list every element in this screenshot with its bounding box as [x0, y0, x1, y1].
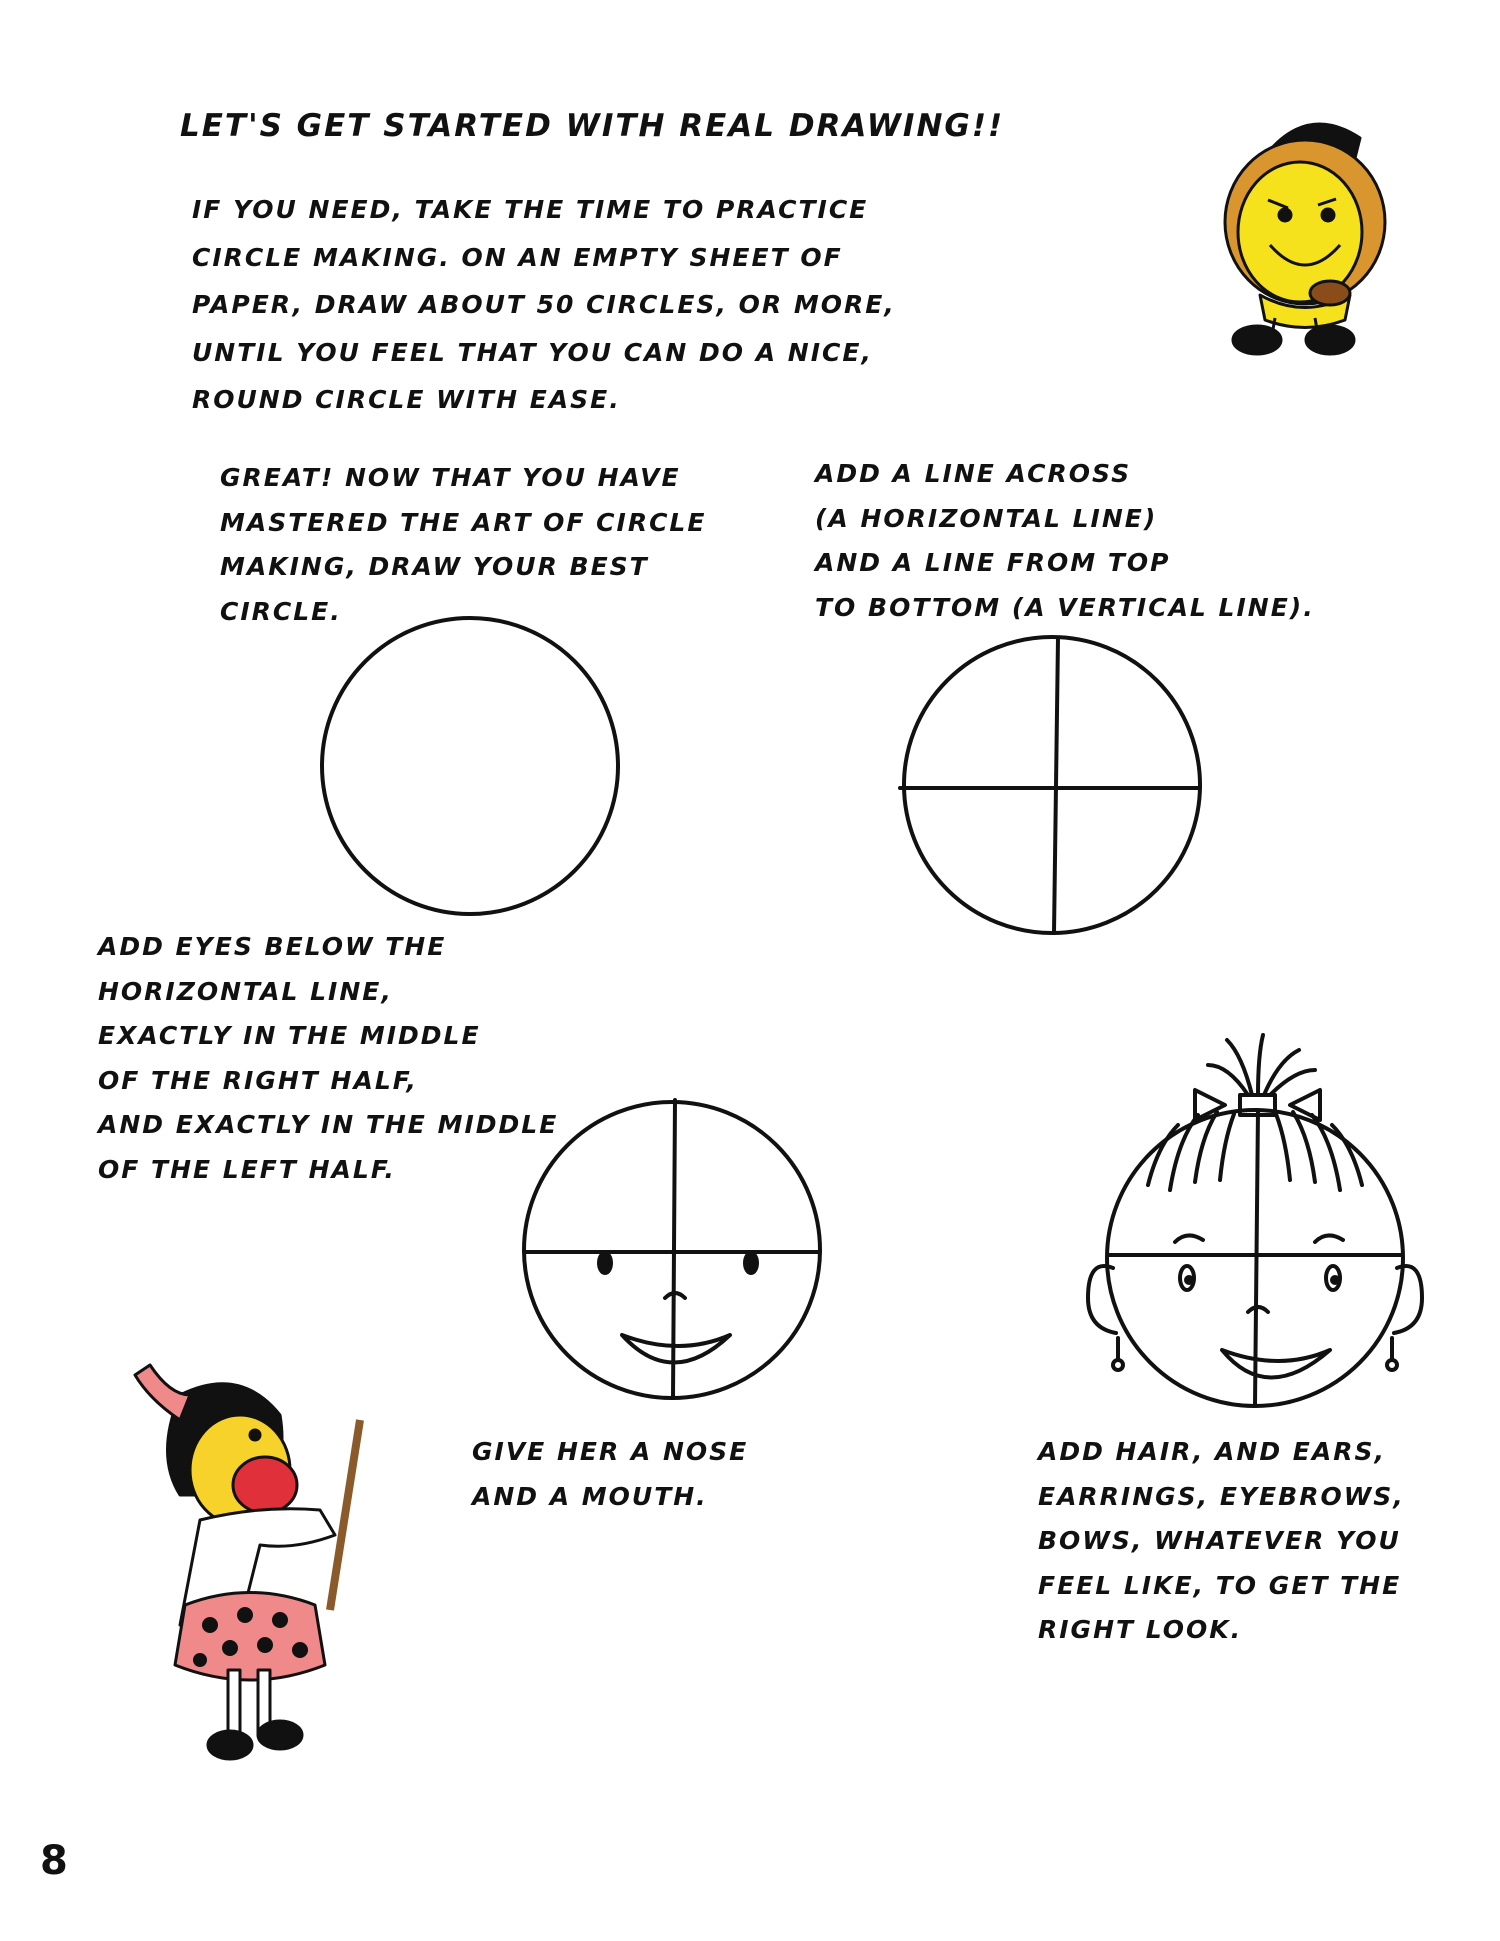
- intro-line: PAPER, DRAW ABOUT 50 CIRCLES, OR MORE,: [192, 290, 896, 319]
- step4-face-drawing: [524, 1100, 820, 1398]
- right-earring-bead: [1387, 1360, 1397, 1370]
- mouth: [622, 1335, 730, 1363]
- face-vertical-line: [673, 1100, 675, 1398]
- step5-line: FEEL LIKE, TO GET THE: [1038, 1570, 1402, 1600]
- girl-open-mouth: [233, 1457, 297, 1513]
- girl-bow: [135, 1365, 190, 1420]
- girl-right-shoe: [258, 1721, 302, 1749]
- girl-left-shoe: [208, 1731, 252, 1759]
- character-left-shoe: [1233, 326, 1281, 354]
- step3-line: ADD EYES BELOW THE: [98, 932, 447, 961]
- girl-left-leg: [228, 1670, 240, 1735]
- top-hair: [1227, 1040, 1252, 1095]
- character-left-eye: [1279, 209, 1291, 221]
- step1-line: MAKING, DRAW YOUR BEST: [220, 552, 649, 581]
- character-right-shoe: [1306, 326, 1354, 354]
- intro-line: CIRCLE MAKING. ON AN EMPTY SHEET OF: [192, 242, 843, 272]
- step3-line: OF THE LEFT HALF.: [98, 1154, 396, 1184]
- intro-line: IF YOU NEED, TAKE THE TIME TO PRACTICE: [192, 195, 869, 224]
- intro-line: ROUND CIRCLE WITH EASE.: [192, 385, 621, 414]
- left-earring-bead: [1113, 1360, 1123, 1370]
- left-eye: [599, 1253, 611, 1273]
- hair-strand: [1220, 1114, 1234, 1180]
- page-number: 8: [40, 1838, 68, 1884]
- girl-mouth: [1222, 1350, 1330, 1378]
- intro-line: UNTIL YOU FEEL THAT YOU CAN DO A NICE,: [192, 337, 873, 367]
- step1-circle-drawing: [322, 618, 618, 914]
- step5-line: BOWS, WHATEVER YOU: [1038, 1526, 1401, 1555]
- cross-circle: [904, 637, 1200, 933]
- right-eyebrow: [1315, 1235, 1343, 1242]
- top-hair: [1264, 1050, 1299, 1095]
- step1-line: GREAT! NOW THAT YOU HAVE: [220, 463, 681, 492]
- step5-line: EARRINGS, EYEBROWS,: [1038, 1481, 1405, 1511]
- top-hair: [1258, 1035, 1263, 1095]
- top-hair: [1208, 1065, 1248, 1095]
- character-face: [1238, 162, 1362, 302]
- step4-line: GIVE HER A NOSE: [472, 1437, 749, 1466]
- step5-girl-face-drawing: [1088, 1035, 1422, 1406]
- left-eyebrow: [1175, 1235, 1203, 1242]
- right-eye: [745, 1253, 757, 1273]
- page-title: LET'S GET STARTED WITH REAL DRAWING!!: [180, 108, 1005, 144]
- step2-line: AND A LINE FROM TOP: [815, 548, 1171, 577]
- girl-with-pointer-illustration: [135, 1365, 360, 1759]
- hair-strand: [1276, 1114, 1290, 1180]
- character-right-eye: [1322, 209, 1334, 221]
- step2-line: (A HORIZONTAL LINE): [815, 503, 1158, 533]
- wig-character-illustration: [1225, 124, 1385, 354]
- vertical-line: [1054, 638, 1058, 933]
- step2-line: ADD A LINE ACROSS: [815, 459, 1132, 488]
- best-circle: [322, 618, 618, 914]
- girl-left-pupil: [1186, 1277, 1192, 1283]
- step3-line: AND EXACTLY IN THE MIDDLE: [98, 1110, 559, 1139]
- step2-line: TO BOTTOM (A VERTICAL LINE).: [815, 592, 1315, 622]
- step4-line: AND A MOUTH.: [472, 1481, 708, 1511]
- pointer-stick: [330, 1420, 360, 1610]
- girl-nose: [1248, 1307, 1268, 1312]
- step1-line: CIRCLE.: [220, 596, 342, 626]
- girl-skirt: [175, 1593, 325, 1681]
- girl-eye: [250, 1430, 260, 1440]
- step1-line: MASTERED THE ART OF CIRCLE: [220, 507, 707, 537]
- step5-line: ADD HAIR, AND EARS,: [1038, 1437, 1386, 1466]
- step3-line: EXACTLY IN THE MIDDLE: [98, 1021, 481, 1050]
- step3-line: OF THE RIGHT HALF,: [98, 1065, 418, 1095]
- character-hand: [1310, 281, 1350, 305]
- step2-cross-circle-drawing: [900, 637, 1200, 933]
- step5-line: RIGHT LOOK.: [1038, 1615, 1243, 1644]
- step3-line: HORIZONTAL LINE,: [98, 976, 393, 1006]
- girl-right-pupil: [1332, 1277, 1338, 1283]
